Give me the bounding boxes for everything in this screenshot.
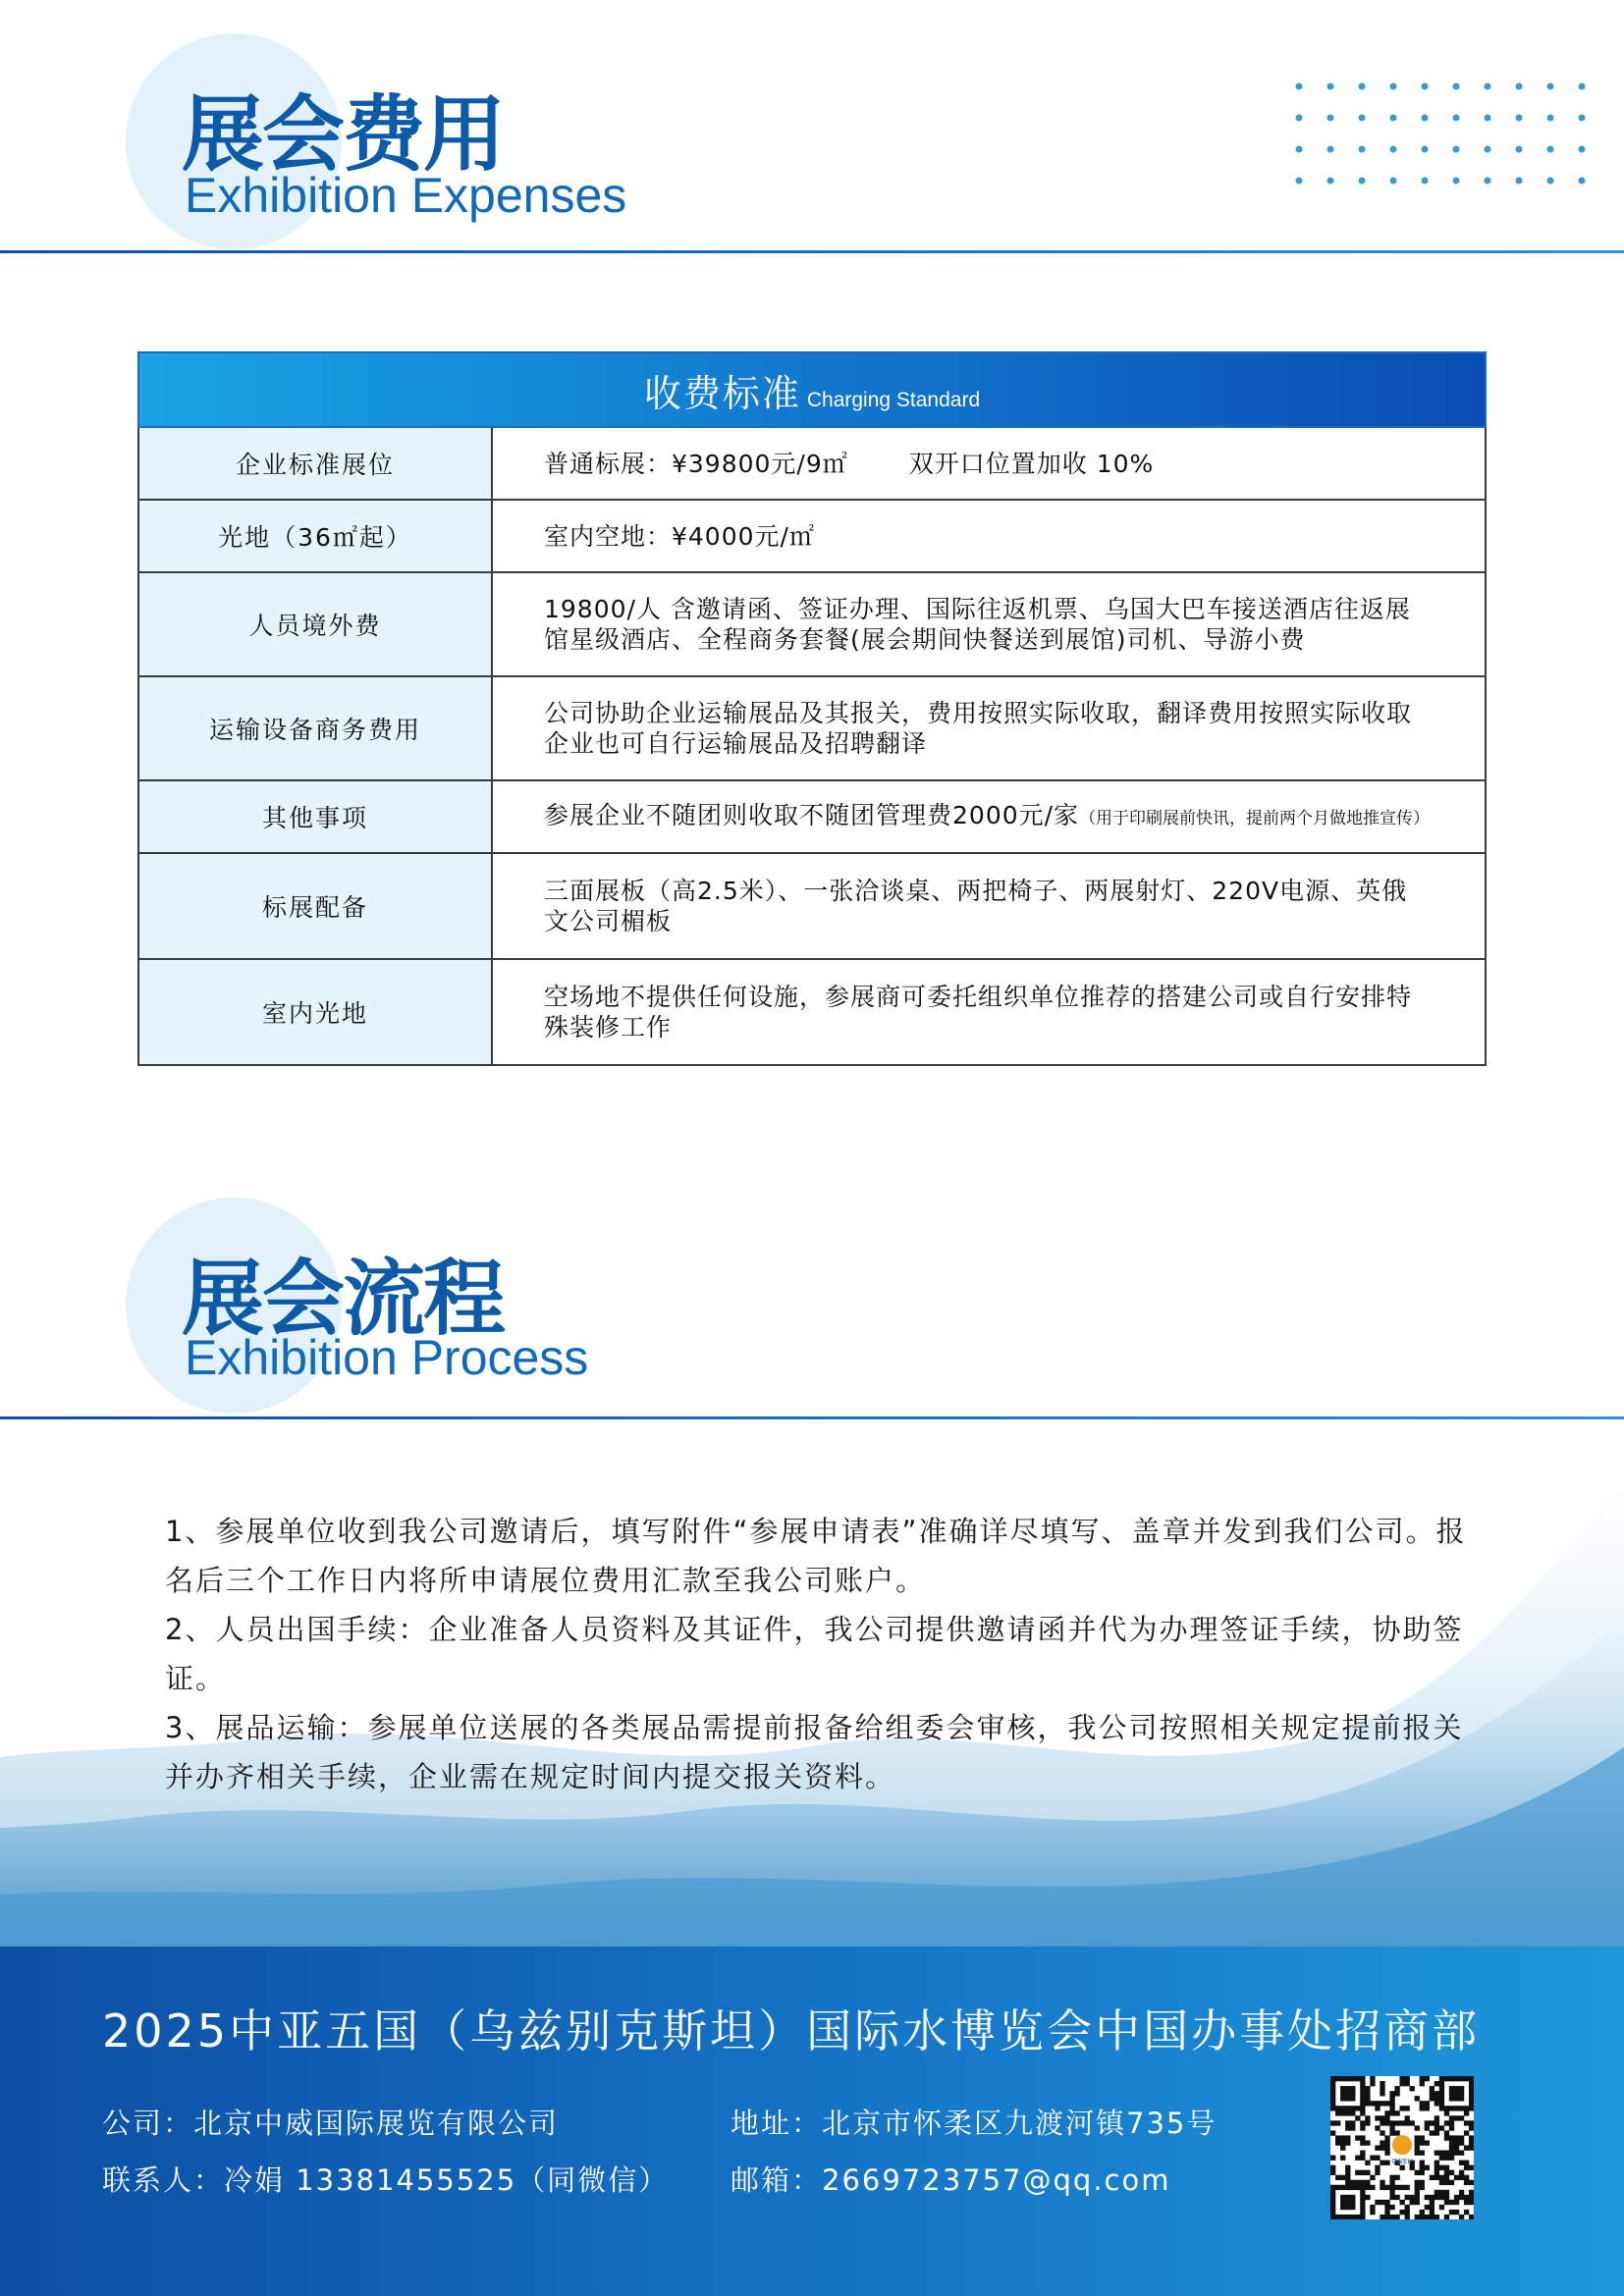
address-info: 地址：北京市怀柔区九渡河镇735号	[731, 2107, 1218, 2140]
row-value	[492, 853, 1486, 959]
process-item: 1、参展单位收到我公司邀请后，填写附件“参展申请表”准确详尽填写、盖章并发到我们公司。报名后三个工作日内将所申请展位费用汇款至我公司账户。	[165, 1515, 1467, 1597]
table-row	[138, 427, 1486, 500]
qr-code	[1330, 2076, 1474, 2219]
process-item: 2、人员出国手续：企业准备人员资料及其证件，我公司提供邀请函并代为办理签证手续，协助签证。	[165, 1613, 1464, 1695]
row-label: 标展配备	[138, 853, 492, 959]
row-label: 光地（36㎡起）	[138, 500, 492, 572]
contact-info: 联系人：冷娟 13381455525（同微信）	[102, 2163, 670, 2197]
management-fee: 参展企业不随团则收取不随团管理费2000元/家	[544, 800, 1080, 829]
row-value	[492, 427, 1486, 500]
value-line: 企业也可自行运输展品及招聘翻译	[544, 729, 928, 758]
dot-grid-decoration	[1294, 81, 1608, 189]
table-row	[138, 572, 1486, 676]
row-label: 其他事项	[138, 780, 492, 853]
table-row	[138, 676, 1486, 780]
value-line: 殊装修工作	[544, 1013, 673, 1041]
table-row	[138, 959, 1486, 1065]
process-title-en: Exhibition Process	[185, 1330, 589, 1385]
row-value	[492, 780, 1486, 853]
header-divider	[0, 1416, 1624, 1419]
management-fee-note: （用于印刷展前快讯，提前两个月做地推宣传）	[1079, 808, 1431, 828]
table-row	[138, 853, 1486, 959]
company-info: 公司：北京中威国际展览有限公司	[102, 2107, 560, 2140]
row-value	[492, 959, 1486, 1065]
qr-logo-mark	[1392, 2135, 1412, 2155]
value-line: 文公司楣板	[544, 907, 673, 935]
expenses-title-en: Exhibition Expenses	[185, 168, 627, 223]
value-line: 公司协助企业运输展品及其报关，费用按照实际收取，翻译费用按照实际收取	[544, 699, 1413, 727]
process-title-cn: 展会流程	[182, 1251, 505, 1347]
header-divider	[0, 250, 1624, 253]
value-line: 19800/人 含邀请函、签证办理、国际往返机票、乌国大巴车接送酒店往返展	[544, 595, 1411, 623]
footer	[0, 1947, 1624, 2296]
fee-table	[137, 351, 1487, 1066]
expenses-title-cn: 展会费用	[182, 86, 505, 183]
row-label: 企业标准展位	[138, 427, 492, 500]
table-row	[138, 780, 1486, 853]
value-line: 馆星级酒店、全程商务套餐(展会期间快餐送到展馆)司机、导游小费	[544, 625, 1306, 654]
row-value	[492, 676, 1486, 780]
process-text	[165, 1507, 1471, 1801]
fee-table-title-en: Charging Standard	[806, 388, 981, 411]
standard-booth-price: 普通标展：¥39800元/9㎡	[544, 449, 848, 478]
process-item: 3、展品运输：参展单位送展的各类展品需提前报备给组委会审核，我公司按照相关规定提前报关并办齐相关手续，企业需在规定时间内提交报关资料。	[165, 1711, 1464, 1793]
row-label: 人员境外费	[138, 572, 492, 676]
fee-table-title	[138, 352, 1486, 427]
value-line: 空场地不提供任何设施，参展商可委托组织单位推荐的搭建公司或自行安排特	[544, 983, 1413, 1011]
row-label: 运输设备商务费用	[138, 676, 492, 780]
process-header	[0, 1158, 1624, 1423]
value-line: 三面展板（高2.5米）、一张洽谈桌、两把椅子、两展射灯、220V电源、英俄	[544, 877, 1408, 905]
fee-table-title-cn: 收费标准	[643, 371, 801, 415]
table-row	[138, 500, 1486, 572]
email-link[interactable]: 邮箱：2669723757@qq.com	[731, 2163, 1171, 2197]
row-label: 室内光地	[138, 959, 492, 1065]
row-value: 室内空地：¥4000元/㎡	[492, 500, 1486, 572]
qr-logo-text: CWEH	[1391, 2158, 1413, 2165]
double-open-surcharge: 双开口位置加收 10%	[908, 449, 1155, 478]
footer-title: 2025中亚五国（乌兹别克斯坦）国际水博览会中国办事处招商部	[102, 2004, 1481, 2057]
row-value	[492, 572, 1486, 676]
qr-code-pattern	[1330, 2076, 1474, 2219]
